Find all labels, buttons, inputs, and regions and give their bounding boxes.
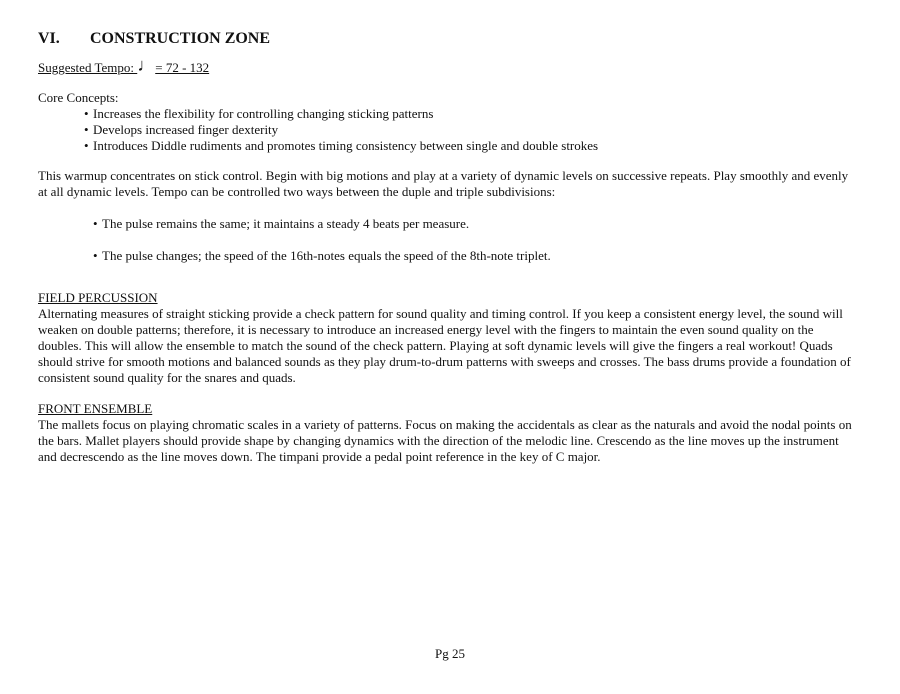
pulse-item: • The pulse changes; the speed of the 16th-notes equals the speed of the 8th-note triplet. [38, 248, 853, 264]
core-concept-item: • Develops increased finger dexterity [38, 122, 853, 138]
front-ensemble-heading: FRONT ENSEMBLE [38, 401, 153, 416]
intro-paragraph: This warmup concentrates on stick control. Begin with big motions and play at a variety of dynamic levels on successive repeats. Play smoothly and evenly at all dynamic levels. Tempo can be controlled two ways between the duple and triple subdivisions: [38, 168, 849, 199]
page-number: Pg 25 [435, 646, 465, 661]
tempo-label: Suggested Tempo: [38, 60, 134, 75]
pulse-item: • The pulse remains the same; it maintains a steady 4 beats per measure. [38, 216, 853, 232]
pulse-list [38, 216, 853, 264]
field-percussion-body: Alternating measures of straight sticking provide a check pattern for sound quality and timing control. If you keep a consistent energy level, the sound will weaken on double patterns; therefore, it is necessary to introduce an increased energy level with the fingers to maintain the even sound quality on the doubles. This will allow the ensemble to match the sound of the check pattern. Playing at soft dynamic levels will give the fingers a real workout! Quads should strive for smooth motions and balanced sounds as they play drum-to-drum patterns with sweeps and crosses. The bass drums provide a foundation of consistent sound quality for the snares and quads. [38, 306, 851, 385]
field-percussion-heading: FIELD PERCUSSION [38, 290, 158, 305]
core-concepts-list [38, 106, 853, 154]
front-ensemble-body: The mallets focus on playing chromatic scales in a variety of patterns. Focus on making the accidentals as clear as the naturals and avoid the nodal points on the bars. Mallet players should provide shape by changing dynamics with the direction of the melodic line. Crescendo as the line moves up the instrument and decrescendo as the line moves down. The timpani provide a pedal point reference in the key of C major. [38, 417, 852, 464]
section-title: CONSTRUCTION ZONE [90, 30, 271, 47]
section-number: VI. [38, 30, 60, 47]
section-heading [38, 30, 853, 48]
document-page [38, 30, 853, 480]
core-concept-item: • Increases the flexibility for controlling changing sticking patterns [38, 106, 853, 122]
front-ensemble-section [38, 401, 853, 465]
core-concepts-label: Core Concepts: [38, 90, 119, 105]
core-concept-item: • Introduces Diddle rudiments and promotes timing consistency between single and double strokes [38, 138, 853, 154]
field-percussion-section [38, 290, 853, 386]
quarter-note-icon: ♩ [137, 55, 156, 75]
suggested-tempo [38, 55, 853, 76]
tempo-value: = 72 - 132 [155, 60, 210, 75]
